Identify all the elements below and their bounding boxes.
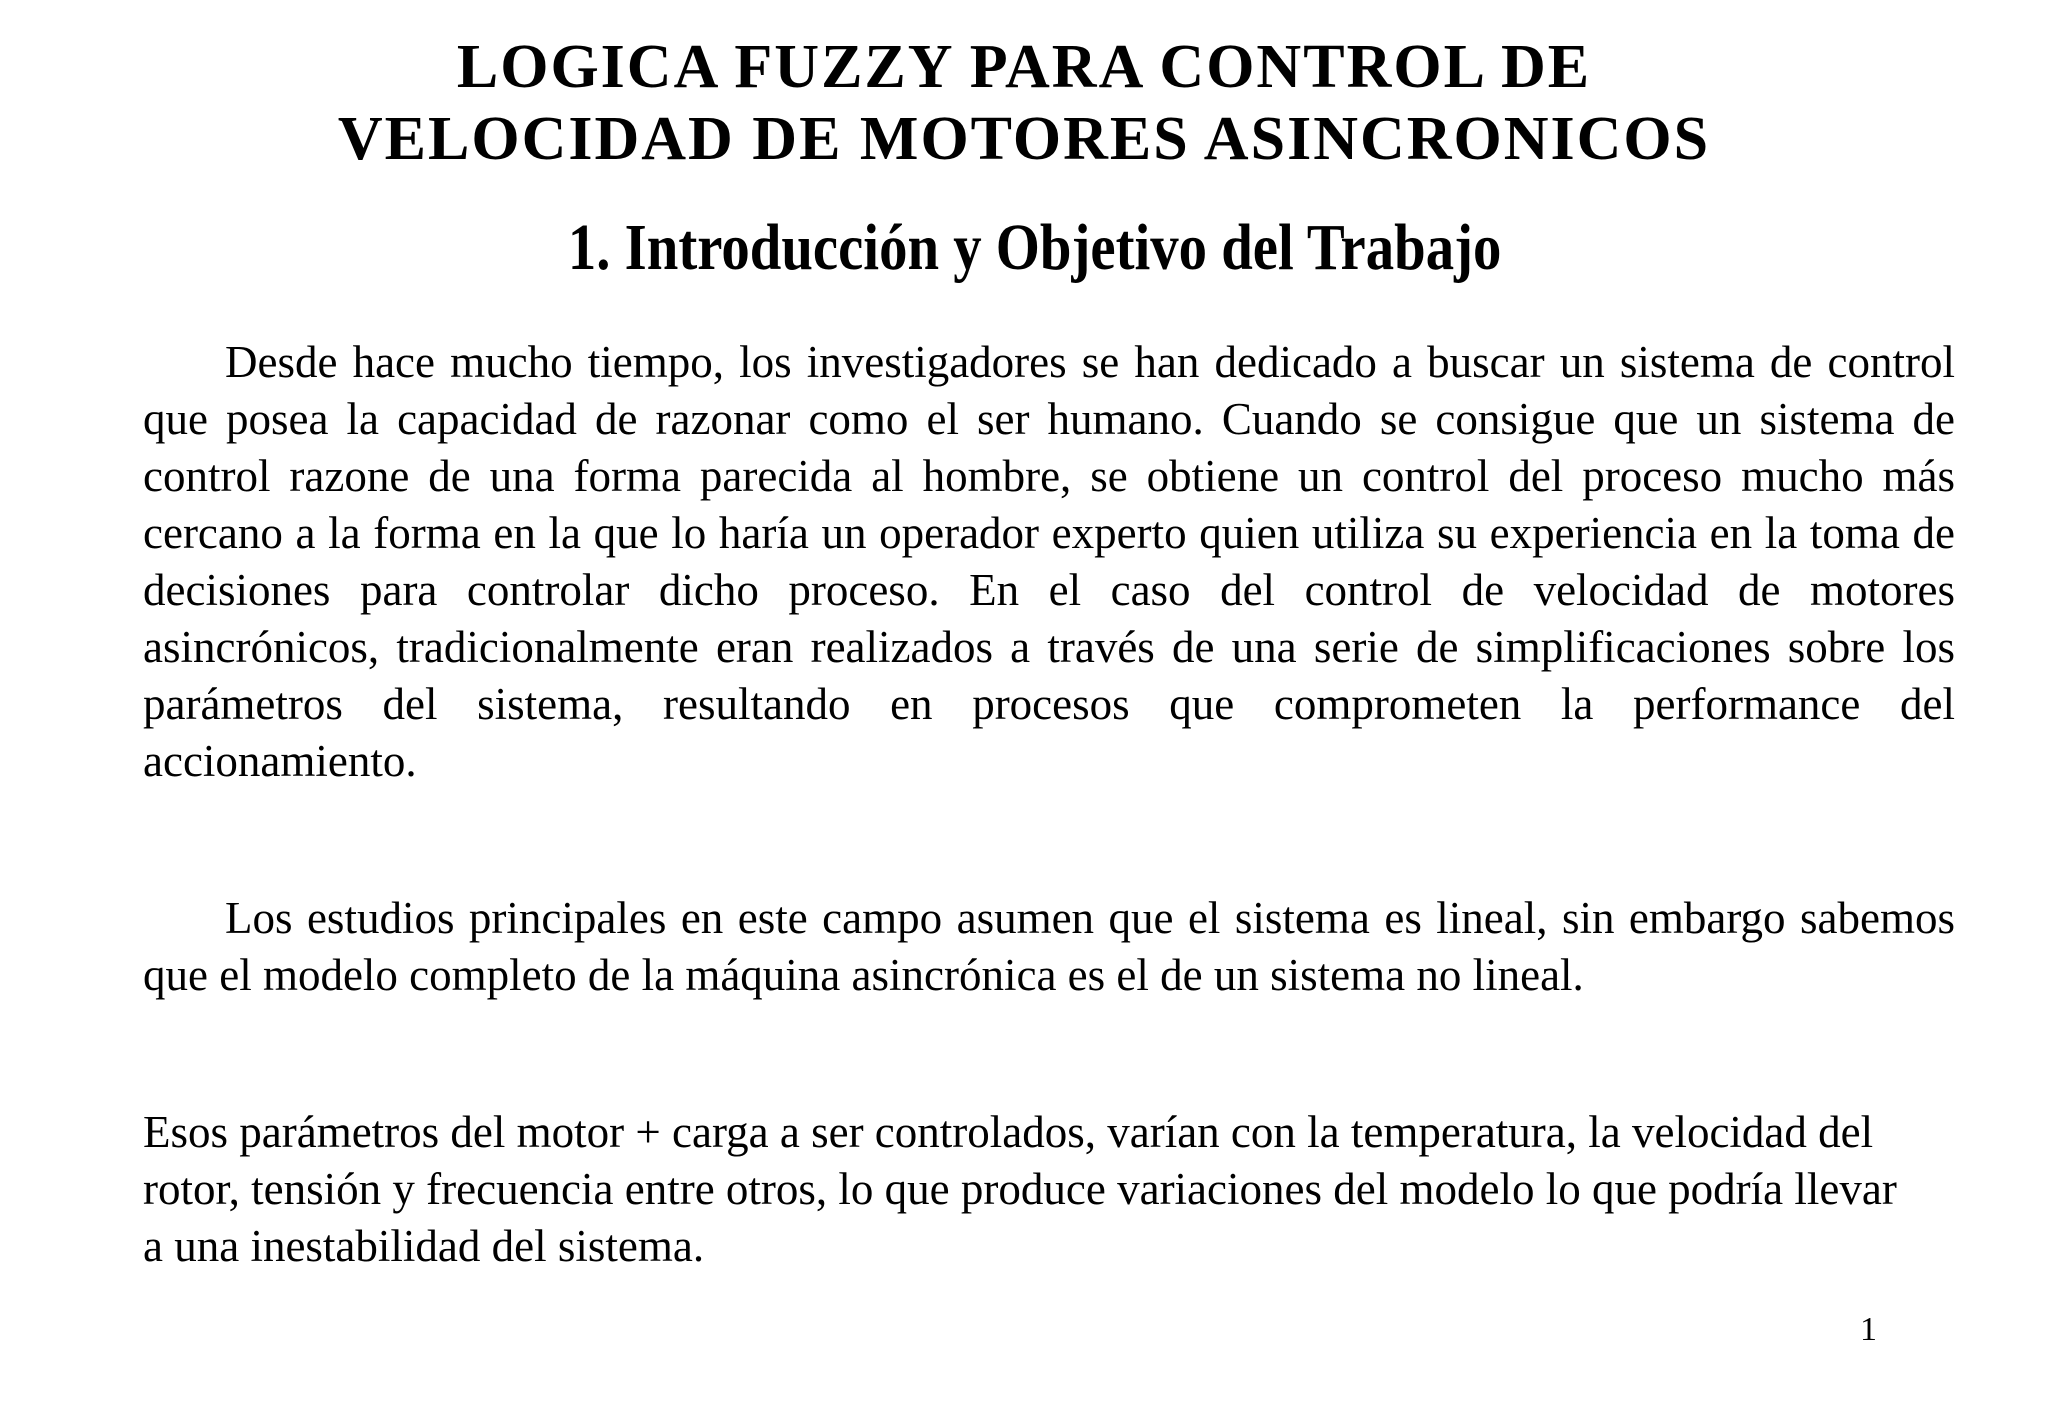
page-number: 1 [1860, 1311, 1877, 1348]
main-title-line-2: VELOCIDAD DE MOTORES ASINCRONICOS [337, 105, 1711, 173]
paragraph-parameter-variation: Esos parámetros del motor + carga a ser controlados, varían con la temperatura, la velocidad del rotor, tensión y frecuencia entre otros, lo que produce variaciones del modelo lo que podría llevar a una inestabilidad del sistema. [143, 1107, 1897, 1271]
main-title-line-1: LOGICA FUZZY PARA CONTROL DE [456, 33, 1592, 101]
section-heading: 1. Introducción y Objetivo del Trabajo [567, 211, 1502, 284]
paragraph-linear-assumption: Los estudios principales en este campo asumen que el sistema es lineal, sin embargo sabemos que el modelo completo de la máquina asincrónica es el de un sistema no lineal. [143, 893, 1955, 1000]
paragraph-introduction: Desde hace mucho tiempo, los investigadores se han dedicado a buscar un sistema de control que posea la capacidad de razonar como el ser humano. Cuando se consigue que un sistema de control razone de una forma parecida al hombre, se obtiene un control del proceso mucho más cercano a la forma en la que lo haría un operador experto quien utiliza su experiencia en la toma de decisiones para controlar dicho proceso. En el caso del control de velocidad de motores asincrónicos, tradicionalmente eran realizados a través de una serie de simplificaciones sobre los parámetros del sistema, resultando en procesos que comprometen la performance del accionamiento. [143, 337, 1955, 786]
